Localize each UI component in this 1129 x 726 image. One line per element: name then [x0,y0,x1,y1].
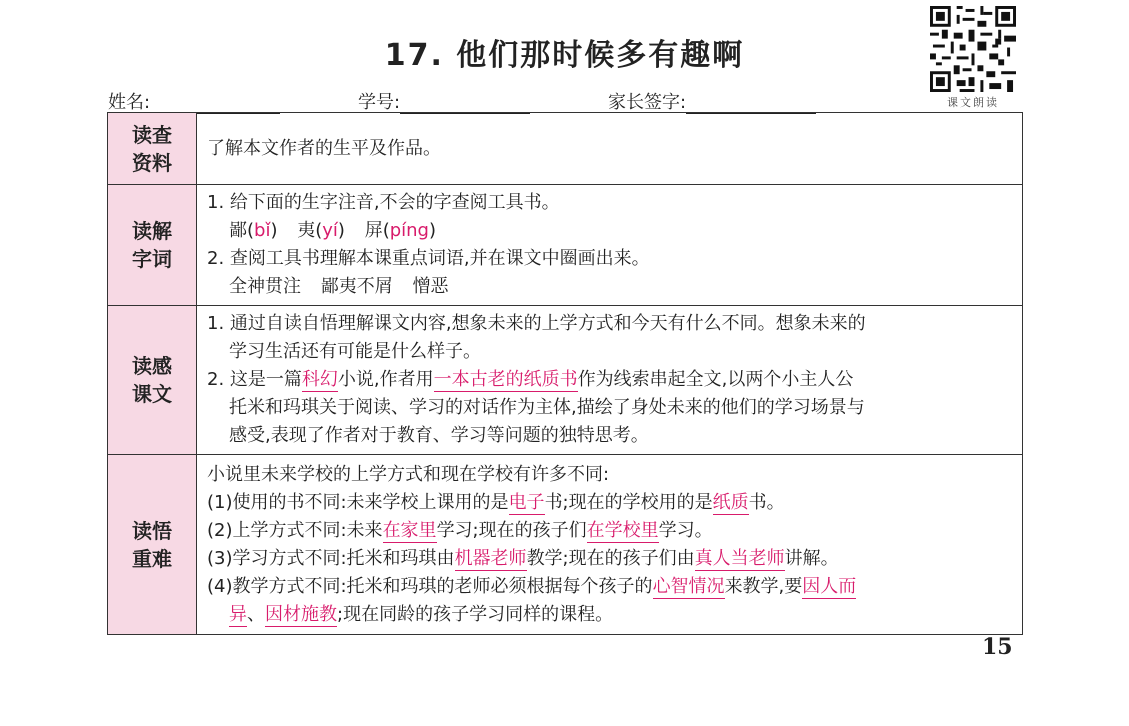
answer-text: 在家里 [382,519,437,541]
name-label: 姓名: [108,92,151,113]
parent-signature-label: 家长签字: [608,92,687,113]
section-content [197,455,1023,635]
key-point-item: (2)上学方式不同:未来在家里学习;现在的孩子们在学校里学习。 [207,519,713,541]
parent-signature-field [608,88,816,114]
pinyin-item: 鄙(bǐ) [229,220,278,241]
answer-text: 机器老师 [454,547,527,569]
pinyin-item: 屏(píng) [364,220,437,241]
pinyin-line [207,217,1010,245]
section-row-key-points [108,455,1023,635]
reading-point-1-cont: 学习生活还有可能是什么样子。 [229,341,481,362]
key-words [207,273,1010,301]
page-number: 15 [982,634,1013,660]
key-word: 鄙夷不屑 [320,276,393,297]
lesson-title: 17. 他们那时候多有趣啊 [384,38,745,73]
answer-text: 纸质 [712,491,749,513]
question-2: 2. 查阅工具书理解本课重点词语,并在课文中圈画出来。 [207,248,650,269]
name-field [108,88,280,114]
reading-point-2-cont: 感受,表现了作者对于教育、学习等问题的独特思考。 [229,425,649,446]
id-label: 学号: [358,92,401,113]
answer-text: 在学校里 [586,519,659,541]
key-point-item-cont: 异、因材施教;现在同龄的孩子学习同样的课程。 [229,603,614,625]
key-point-item: (1)使用的书不同:未来学校上课用的是电子书;现在的学校用的是纸质书。 [207,491,785,513]
answer-text: 科幻 [301,369,338,390]
reading-point-2: 2. 这是一篇科幻小说,作者用一本古老的纸质书作为线索串起全文,以两个小主人公 [207,369,854,390]
answer-text: 电子 [508,491,545,513]
section-heading: 读查 资料 [108,113,197,185]
qr-caption: 课文朗读 [947,96,999,109]
answer-text: 因材施教 [265,603,337,625]
section-content [197,113,1023,185]
research-text: 了解本文作者的生平及作品。 [207,137,441,159]
key-point-item: (3)学习方式不同:托米和玛琪由机器老师教学;现在的孩子们由真人当老师讲解。 [207,547,839,569]
key-word: 憎恶 [412,276,449,297]
section-row-vocabulary [108,185,1023,306]
section-row-reading [108,306,1023,455]
question-1: 1. 给下面的生字注音,不会的字查阅工具书。 [207,192,560,213]
answer-text: 真人当老师 [694,547,785,569]
answer-text: 因人而 [802,575,857,597]
section-content [197,185,1023,306]
reading-point-1: 1. 通过自读自悟理解课文内容,想象未来的上学方式和今天有什么不同。想象未来的 [207,313,866,334]
answer-text: 一本古老的纸质书 [433,369,578,390]
key-points-intro: 小说里未来学校的上学方式和现在学校有许多不同: [207,463,610,485]
section-content [197,306,1023,455]
key-word: 全神贯注 [229,276,301,297]
section-row-research [108,113,1023,185]
study-guide-table [107,112,1023,635]
qr-code-icon [928,6,1018,92]
id-field [358,88,530,114]
pinyin-item: 夷(yí) [297,220,345,241]
answer-text: 心智情况 [652,575,725,597]
section-heading: 读感 课文 [108,306,197,455]
answer-text: 异 [229,603,247,625]
reading-point-2-cont: 托米和玛琪关于阅读、学习的对话作为主体,描绘了身处未来的他们的学习场景与 [229,397,865,418]
key-point-item: (4)教学方式不同:托米和玛琪的老师必须根据每个孩子的心智情况来教学,要因人而 [207,575,857,597]
section-heading: 读解 字词 [108,185,197,306]
section-heading: 读悟 重难 [108,455,197,635]
